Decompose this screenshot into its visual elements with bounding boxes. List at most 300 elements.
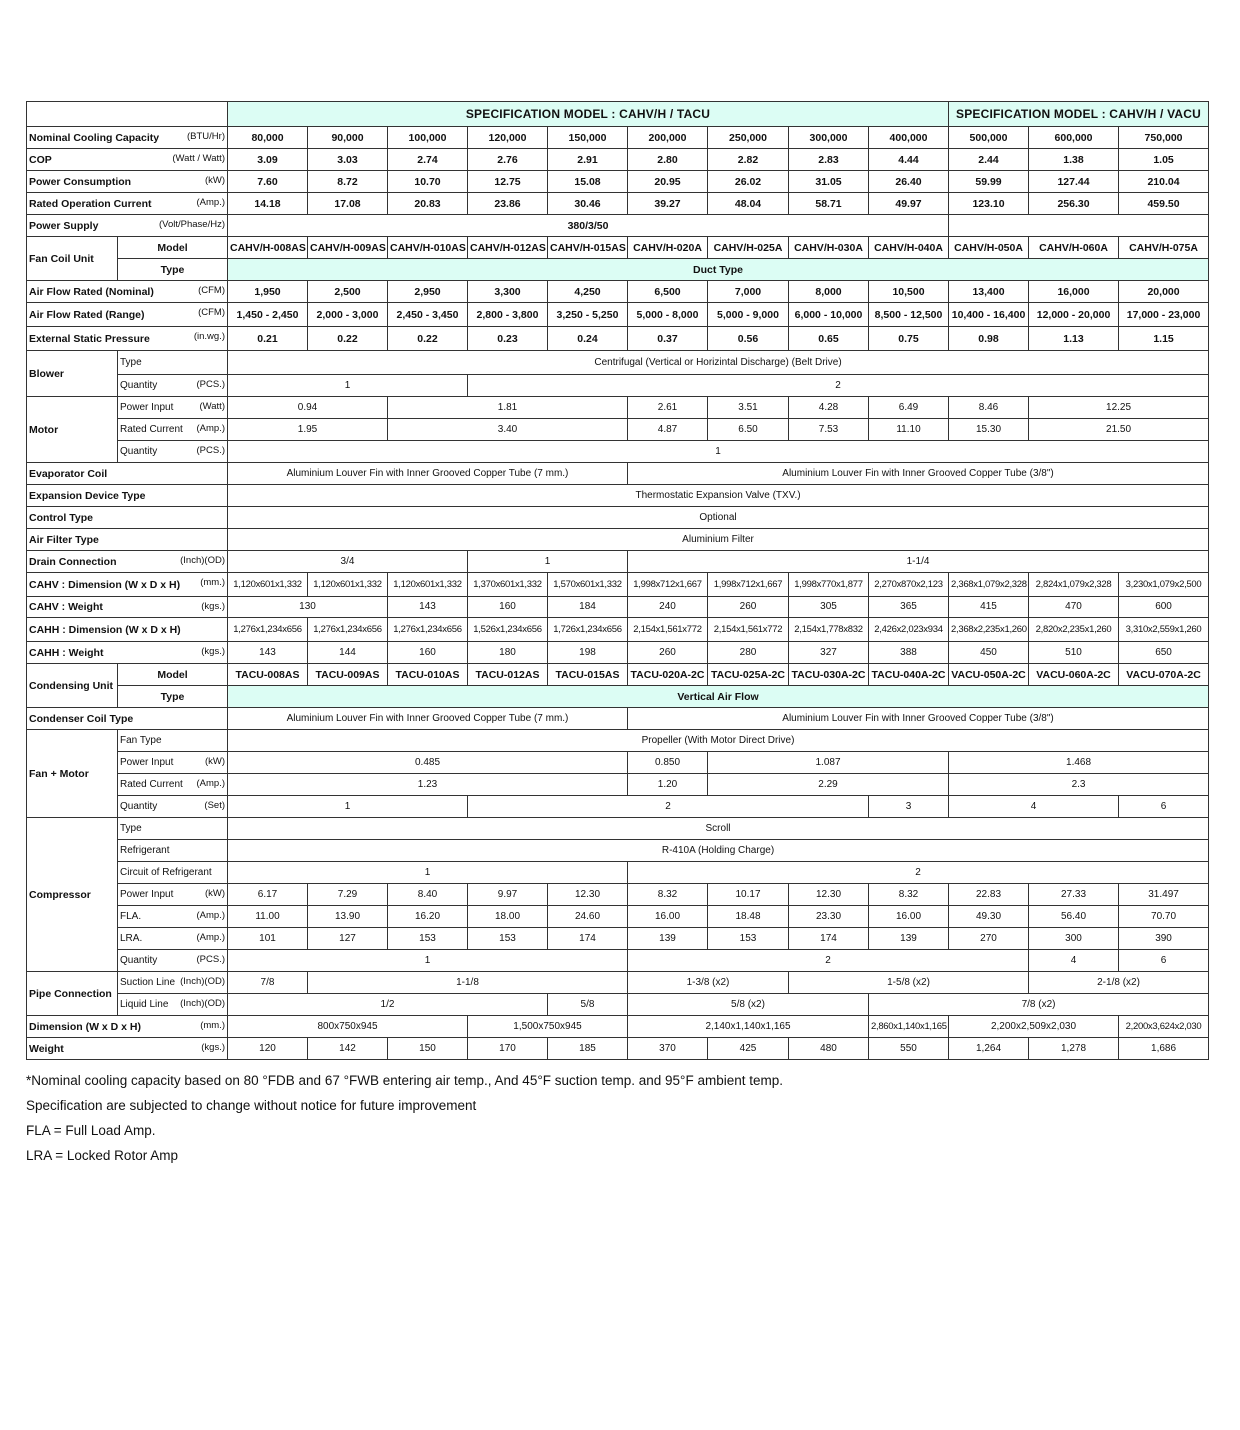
row-unit: (CFM) <box>198 307 225 318</box>
spec-row <box>27 149 1209 171</box>
value-cell: 365 <box>869 597 949 618</box>
sub-unit: (Set) <box>204 800 225 811</box>
value-cell: CAHV/H-012AS <box>468 237 548 259</box>
value-cell: 15.08 <box>548 171 628 193</box>
row-label-text: Power Consumption <box>29 175 132 188</box>
value-cell: 8.32 <box>869 884 949 906</box>
value-cell: 1,998x712x1,667 <box>628 573 708 597</box>
value-cell: 139 <box>869 928 949 950</box>
value-cell: 3,310x2,559x1,260 <box>1119 618 1209 642</box>
value-cell: 5,000 - 8,000 <box>628 303 708 327</box>
value-cell: 0.24 <box>548 327 628 351</box>
value-cell: 139 <box>628 928 708 950</box>
value-cell: 450 <box>949 642 1029 664</box>
spec-row <box>27 618 1209 642</box>
footnote-line: FLA = Full Load Amp. <box>26 1123 156 1138</box>
value-cell: 480 <box>789 1038 869 1060</box>
spec-row <box>27 327 1209 351</box>
value-cell: 153 <box>468 928 548 950</box>
value-cell: Optional <box>228 507 1209 529</box>
row-unit: (CFM) <box>198 285 225 296</box>
value-cell: 300 <box>1029 928 1119 950</box>
value-cell: 1,278 <box>1029 1038 1119 1060</box>
row-label <box>27 193 228 215</box>
value-cell: CAHV/H-015AS <box>548 237 628 259</box>
row-label-text: Expansion Device Type <box>29 489 146 502</box>
value-cell: 2.76 <box>468 149 548 171</box>
group-label: Motor <box>27 397 118 463</box>
value-cell: 1,276x1,234x656 <box>308 618 388 642</box>
value-cell: CAHV/H-025A <box>708 237 789 259</box>
row-label-text: External Static Pressure <box>29 332 150 345</box>
sub-label <box>118 237 228 259</box>
sub-unit: (Amp.) <box>196 778 225 789</box>
value-cell: 31.497 <box>1119 884 1209 906</box>
spec-row <box>27 994 1209 1016</box>
value-cell: 12,000 - 20,000 <box>1029 303 1119 327</box>
value-cell: 2,200x2,509x2,030 <box>949 1016 1119 1038</box>
spec-row <box>27 1016 1209 1038</box>
row-label-text: Rated Operation Current <box>29 197 152 210</box>
row-label-text: Air Flow Rated (Range) <box>29 308 145 321</box>
value-cell: 185 <box>548 1038 628 1060</box>
spec-row <box>27 840 1209 862</box>
value-cell: 20.95 <box>628 171 708 193</box>
value-cell: 270 <box>949 928 1029 950</box>
value-cell: 2,820x2,235x1,260 <box>1029 618 1119 642</box>
spec-row <box>27 551 1209 573</box>
value-cell: 2,426x2,023x934 <box>869 618 949 642</box>
header-vacu: SPECIFICATION MODEL : CAHV/H / VACU <box>949 102 1209 127</box>
value-cell: 184 <box>548 597 628 618</box>
sub-unit: (Amp.) <box>196 910 225 921</box>
spec-row <box>27 928 1209 950</box>
spec-row <box>27 171 1209 193</box>
row-label <box>27 327 228 351</box>
value-cell: R-410A (Holding Charge) <box>228 840 1209 862</box>
value-cell: Duct Type <box>228 259 1209 281</box>
value-cell: 2,368x2,235x1,260 <box>949 618 1029 642</box>
row-label <box>27 215 228 237</box>
value-cell: 1,120x601x1,332 <box>388 573 468 597</box>
value-cell: CAHV/H-030A <box>789 237 869 259</box>
spec-row <box>27 686 1209 708</box>
sub-label-text: Circuit of Refrigerant <box>120 866 212 878</box>
value-cell: TACU-030A-2C <box>789 664 869 686</box>
value-cell: 127.44 <box>1029 171 1119 193</box>
sub-label <box>118 730 228 752</box>
value-cell: 2,800 - 3,800 <box>468 303 548 327</box>
value-cell: 0.22 <box>388 327 468 351</box>
value-cell: Aluminium Filter <box>228 529 1209 551</box>
value-cell: 6,500 <box>628 281 708 303</box>
value-cell: Thermostatic Expansion Valve (TXV.) <box>228 485 1209 507</box>
value-cell: 0.22 <box>308 327 388 351</box>
value-cell: 127 <box>308 928 388 950</box>
spec-row <box>27 193 1209 215</box>
value-cell: 6 <box>1119 796 1209 818</box>
spec-row <box>27 303 1209 327</box>
value-cell: 22.83 <box>949 884 1029 906</box>
value-cell: 26.02 <box>708 171 789 193</box>
value-cell: 3.03 <box>308 149 388 171</box>
value-cell: 56.40 <box>1029 906 1119 928</box>
row-label-text: Weight <box>29 1042 64 1055</box>
row-unit: (Watt / Watt) <box>172 153 225 164</box>
value-cell: 101 <box>228 928 308 950</box>
spec-row <box>27 906 1209 928</box>
value-cell: 5/8 (x2) <box>628 994 869 1016</box>
spec-row <box>27 730 1209 752</box>
value-cell: 2.29 <box>708 774 949 796</box>
value-cell: 16.00 <box>869 906 949 928</box>
value-cell: 650 <box>1119 642 1209 664</box>
value-cell: 1.95 <box>228 419 388 441</box>
value-cell: 510 <box>1029 642 1119 664</box>
value-cell: 1,950 <box>228 281 308 303</box>
value-cell: 1.13 <box>1029 327 1119 351</box>
sub-label <box>118 774 228 796</box>
value-cell: 123.10 <box>949 193 1029 215</box>
value-cell: 12.75 <box>468 171 548 193</box>
spec-row <box>27 463 1209 485</box>
sub-label <box>118 375 228 397</box>
sub-label-text: Fan Type <box>120 734 162 746</box>
row-label-text: COP <box>29 153 52 166</box>
value-cell: 1.05 <box>1119 149 1209 171</box>
row-label-text: Condenser Coil Type <box>29 712 134 725</box>
value-cell: 3,300 <box>468 281 548 303</box>
spec-row <box>27 818 1209 840</box>
value-cell: Vertical Air Flow <box>228 686 1209 708</box>
value-cell: VACU-050A-2C <box>949 664 1029 686</box>
value-cell: 1-1/8 <box>308 972 628 994</box>
row-label-text: Drain Connection <box>29 555 117 568</box>
value-cell: 31.05 <box>789 171 869 193</box>
value-cell: 260 <box>708 597 789 618</box>
value-cell: CAHV/H-050A <box>949 237 1029 259</box>
spec-row <box>27 419 1209 441</box>
value-cell: 12.30 <box>548 884 628 906</box>
value-cell: 1,120x601x1,332 <box>228 573 308 597</box>
sub-label-text: Quantity <box>120 954 158 966</box>
sub-label-text: LRA. <box>120 932 143 944</box>
value-cell: 260 <box>628 642 708 664</box>
sub-label <box>118 259 228 281</box>
row-label <box>27 127 228 149</box>
value-cell: 9.97 <box>468 884 548 906</box>
spec-row <box>27 884 1209 906</box>
value-cell: CAHV/H-009AS <box>308 237 388 259</box>
value-cell <box>949 215 1209 237</box>
value-cell: 16.00 <box>628 906 708 928</box>
value-cell: 24.60 <box>548 906 628 928</box>
value-cell: 39.27 <box>628 193 708 215</box>
value-cell: 1,686 <box>1119 1038 1209 1060</box>
value-cell: 370 <box>628 1038 708 1060</box>
header-row <box>27 102 1209 127</box>
value-cell: 2,950 <box>388 281 468 303</box>
value-cell: 2.82 <box>708 149 789 171</box>
value-cell: VACU-070A-2C <box>1119 664 1209 686</box>
row-label <box>27 149 228 171</box>
value-cell: 10.70 <box>388 171 468 193</box>
value-cell: 0.56 <box>708 327 789 351</box>
value-cell: 12.30 <box>789 884 869 906</box>
sub-unit: (PCS.) <box>196 954 225 965</box>
value-cell: 0.75 <box>869 327 949 351</box>
sub-label <box>118 884 228 906</box>
value-cell: 18.00 <box>468 906 548 928</box>
row-label <box>27 618 228 642</box>
footnote-line: LRA = Locked Rotor Amp <box>26 1148 178 1163</box>
value-cell: 120,000 <box>468 127 548 149</box>
value-cell: 143 <box>228 642 308 664</box>
value-cell: 20.83 <box>388 193 468 215</box>
value-cell: 142 <box>308 1038 388 1060</box>
sub-label <box>118 397 228 419</box>
value-cell: Propeller (With Motor Direct Drive) <box>228 730 1209 752</box>
value-cell: 280 <box>708 642 789 664</box>
group-label: Blower <box>27 351 118 397</box>
row-label <box>27 708 228 730</box>
value-cell: 0.850 <box>628 752 708 774</box>
row-label-text: Control Type <box>29 511 93 524</box>
value-cell: 2.80 <box>628 149 708 171</box>
row-unit: (in.wg.) <box>193 331 225 342</box>
value-cell: Scroll <box>228 818 1209 840</box>
value-cell: 0.65 <box>789 327 869 351</box>
value-cell: 170 <box>468 1038 548 1060</box>
footnote-line: *Nominal cooling capacity based on 80 °FDB and 67 °FWB entering air temp., And 45°F suction temp. and 95°F ambient temp. <box>26 1073 783 1088</box>
row-label <box>27 463 228 485</box>
sub-label-text: Type <box>160 263 185 276</box>
group-label: Pipe Connection <box>27 972 118 1016</box>
value-cell: 2,368x1,079x2,328 <box>949 573 1029 597</box>
value-cell: 11.10 <box>869 419 949 441</box>
value-cell: VACU-060A-2C <box>1029 664 1119 686</box>
value-cell: 1-1/4 <box>628 551 1209 573</box>
value-cell: 17,000 - 23,000 <box>1119 303 1209 327</box>
value-cell: 1,264 <box>949 1038 1029 1060</box>
value-cell: 130 <box>228 597 388 618</box>
row-unit: (kW) <box>204 175 225 186</box>
spec-row <box>27 397 1209 419</box>
value-cell: 2.91 <box>548 149 628 171</box>
value-cell: 750,000 <box>1119 127 1209 149</box>
value-cell: 7/8 (x2) <box>869 994 1209 1016</box>
value-cell: Aluminium Louver Fin with Inner Grooved Copper Tube (3/8") <box>628 708 1209 730</box>
row-label-text: CAHV : Dimension (W x D x H) <box>29 578 181 591</box>
sub-unit: (Inch)(OD) <box>180 976 225 987</box>
spec-row <box>27 597 1209 618</box>
value-cell: 0.98 <box>949 327 1029 351</box>
value-cell: TACU-015AS <box>548 664 628 686</box>
value-cell: 388 <box>869 642 949 664</box>
value-cell: 1 <box>228 862 628 884</box>
value-cell: 10,500 <box>869 281 949 303</box>
spec-row <box>27 708 1209 730</box>
sub-unit: (Watt) <box>199 401 225 412</box>
spec-row <box>27 529 1209 551</box>
value-cell: 11.00 <box>228 906 308 928</box>
row-label <box>27 1038 228 1060</box>
value-cell: 1-3/8 (x2) <box>628 972 789 994</box>
value-cell: 8,000 <box>789 281 869 303</box>
value-cell: 2.44 <box>949 149 1029 171</box>
sub-label <box>118 840 228 862</box>
value-cell: 1,998x770x1,877 <box>789 573 869 597</box>
value-cell: 3,250 - 5,250 <box>548 303 628 327</box>
value-cell: TACU-008AS <box>228 664 308 686</box>
value-cell: 70.70 <box>1119 906 1209 928</box>
value-cell: CAHV/H-020A <box>628 237 708 259</box>
spec-row <box>27 215 1209 237</box>
value-cell: 143 <box>388 597 468 618</box>
value-cell: 1.468 <box>949 752 1209 774</box>
value-cell: 1,370x601x1,332 <box>468 573 548 597</box>
sub-label-text: Power Input <box>120 888 174 900</box>
specification-table <box>26 101 1209 1060</box>
value-cell: 256.30 <box>1029 193 1119 215</box>
sub-label-text: Quantity <box>120 379 158 391</box>
value-cell: 23.86 <box>468 193 548 215</box>
value-cell: 30.46 <box>548 193 628 215</box>
sub-label-text: Quantity <box>120 800 158 812</box>
spec-row <box>27 752 1209 774</box>
spec-row <box>27 281 1209 303</box>
value-cell: 7.60 <box>228 171 308 193</box>
value-cell: TACU-012AS <box>468 664 548 686</box>
value-cell: 5,000 - 9,000 <box>708 303 789 327</box>
value-cell: 7.53 <box>789 419 869 441</box>
value-cell: 2,824x1,079x2,328 <box>1029 573 1119 597</box>
sub-label <box>118 796 228 818</box>
value-cell: 2,140x1,140x1,165 <box>628 1016 869 1038</box>
spec-row <box>27 573 1209 597</box>
value-cell: 3,230x1,079x2,500 <box>1119 573 1209 597</box>
value-cell: 2 <box>468 796 869 818</box>
row-label <box>27 1016 228 1038</box>
value-cell: 198 <box>548 642 628 664</box>
value-cell: 380/3/50 <box>228 215 949 237</box>
value-cell: 800x750x945 <box>228 1016 468 1038</box>
value-cell: 1,276x1,234x656 <box>228 618 308 642</box>
group-label: Fan Coil Unit <box>27 237 118 281</box>
value-cell: 2,200x3,624x2,030 <box>1119 1016 1209 1038</box>
value-cell: 2.3 <box>949 774 1209 796</box>
value-cell: 459.50 <box>1119 193 1209 215</box>
value-cell: 210.04 <box>1119 171 1209 193</box>
value-cell: 1.38 <box>1029 149 1119 171</box>
value-cell: 1 <box>228 950 628 972</box>
row-label-text: Power Supply <box>29 219 99 232</box>
value-cell: 400,000 <box>869 127 949 149</box>
spec-row <box>27 972 1209 994</box>
value-cell: 1,998x712x1,667 <box>708 573 789 597</box>
group-label: Fan + Motor <box>27 730 118 818</box>
value-cell: 0.37 <box>628 327 708 351</box>
value-cell: 3.09 <box>228 149 308 171</box>
value-cell: 2.61 <box>628 397 708 419</box>
value-cell: 4.44 <box>869 149 949 171</box>
value-cell: TACU-009AS <box>308 664 388 686</box>
sub-label <box>118 818 228 840</box>
value-cell: 2.74 <box>388 149 468 171</box>
value-cell: 100,000 <box>388 127 468 149</box>
spec-row <box>27 862 1209 884</box>
row-unit: (BTU/Hr) <box>187 131 225 142</box>
value-cell: TACU-025A-2C <box>708 664 789 686</box>
sub-label-text: Quantity <box>120 445 158 457</box>
value-cell: 150 <box>388 1038 468 1060</box>
value-cell: 18.48 <box>708 906 789 928</box>
value-cell: 4.87 <box>628 419 708 441</box>
value-cell: 3.51 <box>708 397 789 419</box>
value-cell: 7/8 <box>228 972 308 994</box>
value-cell: 2 <box>468 375 1209 397</box>
sub-label <box>118 906 228 928</box>
sub-label <box>118 972 228 994</box>
sub-unit: (PCS.) <box>196 445 225 456</box>
value-cell: 0.94 <box>228 397 388 419</box>
sub-label <box>118 950 228 972</box>
sub-label-text: Liquid Line <box>120 998 169 1010</box>
value-cell: 59.99 <box>949 171 1029 193</box>
value-cell: 23.30 <box>789 906 869 928</box>
spec-row <box>27 664 1209 686</box>
spec-row <box>27 127 1209 149</box>
row-unit: (Inch)(OD) <box>180 555 225 566</box>
value-cell: 3 <box>869 796 949 818</box>
row-label <box>27 303 228 327</box>
sub-label <box>118 419 228 441</box>
value-cell: 2-1/8 (x2) <box>1029 972 1209 994</box>
value-cell: 153 <box>388 928 468 950</box>
value-cell: 1,570x601x1,332 <box>548 573 628 597</box>
value-cell: 390 <box>1119 928 1209 950</box>
row-label <box>27 281 228 303</box>
value-cell: 305 <box>789 597 869 618</box>
value-cell: 550 <box>869 1038 949 1060</box>
spec-row <box>27 259 1209 281</box>
value-cell: 1 <box>468 551 628 573</box>
value-cell: 415 <box>949 597 1029 618</box>
sub-label <box>118 928 228 950</box>
value-cell: 600 <box>1119 597 1209 618</box>
sub-label-text: Power Input <box>120 756 174 768</box>
value-cell: 180 <box>468 642 548 664</box>
value-cell: 200,000 <box>628 127 708 149</box>
sub-label-text: Model <box>157 668 188 681</box>
value-cell: 1.15 <box>1119 327 1209 351</box>
sub-label-text: Suction Line <box>120 976 176 988</box>
value-cell: 48.04 <box>708 193 789 215</box>
header-corner <box>27 102 228 127</box>
value-cell: CAHV/H-060A <box>1029 237 1119 259</box>
sub-label-text: Type <box>160 690 185 703</box>
value-cell: CAHV/H-040A <box>869 237 949 259</box>
sub-label <box>118 862 228 884</box>
value-cell: 174 <box>789 928 869 950</box>
value-cell: 0.23 <box>468 327 548 351</box>
value-cell: 3.40 <box>388 419 628 441</box>
row-label-text: CAHH : Dimension (W x D x H) <box>29 623 181 636</box>
value-cell: 2.83 <box>789 149 869 171</box>
value-cell: CAHV/H-075A <box>1119 237 1209 259</box>
sub-unit: (PCS.) <box>196 379 225 390</box>
spec-row <box>27 774 1209 796</box>
